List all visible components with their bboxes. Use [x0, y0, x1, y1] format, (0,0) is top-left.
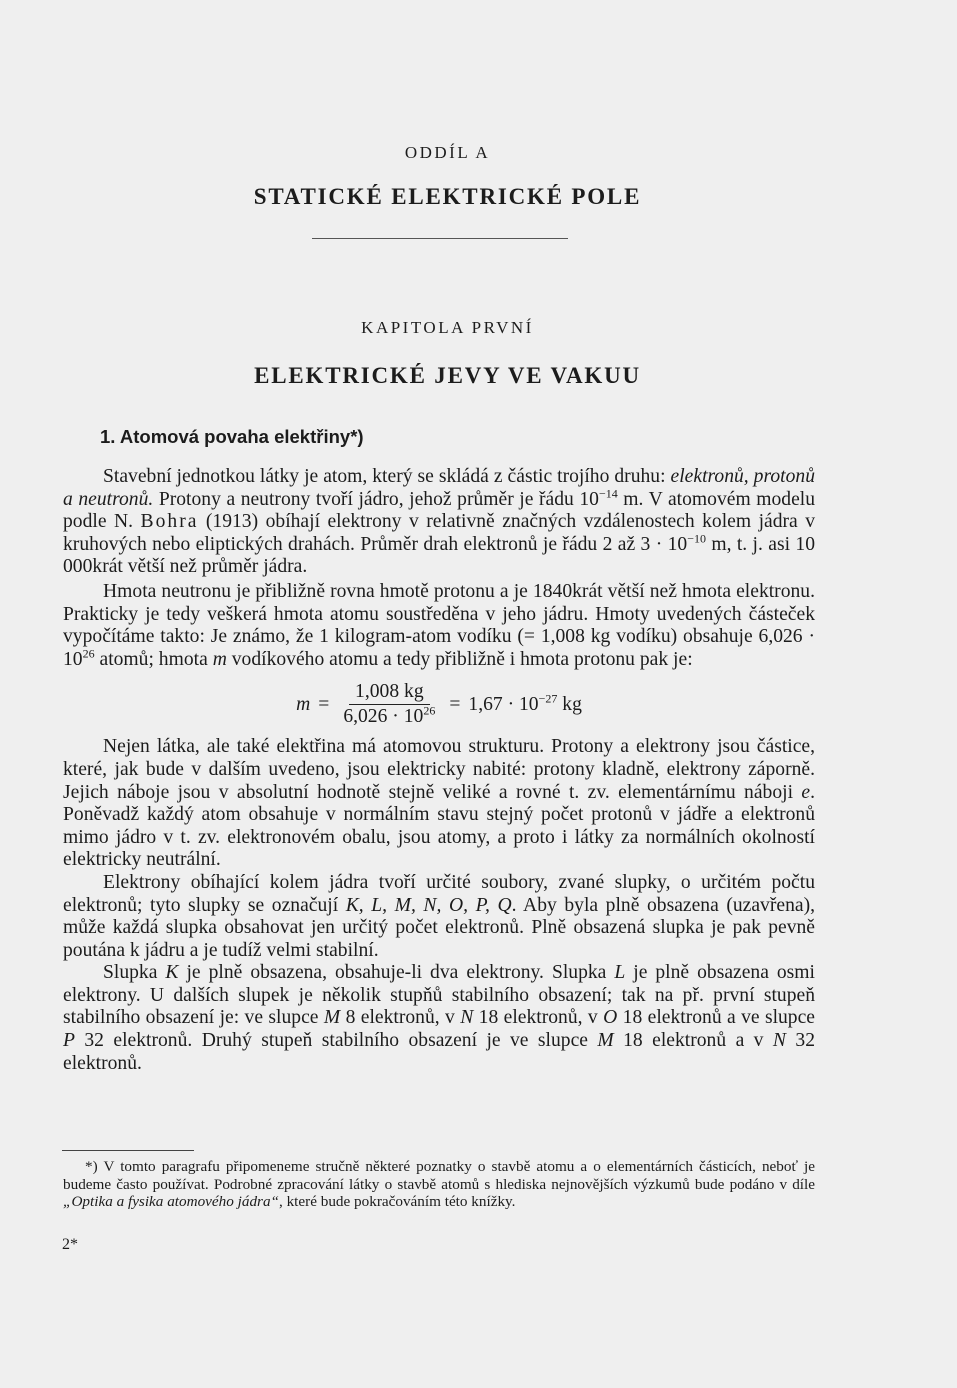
paragraph: Slupka K je plně obsazena, obsahuje-li dva elektrony. Slupka L je plně obsazena osmi elektrony. U dalších slupek je několik stupňů stabilního obsazení; tak na př. první stupeň stabilního obsazení je: ve slupce M 8 elektronů, v N 18 elektronů, v O 18 elektronů a ve slupce P 32 elektronů. Druhý stupeň stabilního obsazení je ve slupce M 18 elektronů a v N 32 elektronů.: [63, 962, 815, 1074]
body-text: [63, 466, 815, 1075]
equals-sign: =: [318, 693, 330, 715]
page-signature: 2*: [62, 1236, 78, 1253]
chapter-title: ELEKTRICKÉ JEVY VE VAKUU: [254, 363, 641, 388]
fraction: [339, 681, 439, 728]
equals-sign: =: [449, 693, 461, 715]
equation-lhs: m: [296, 693, 311, 715]
paragraph: Nejen látka, ale také elektřina má atomovou strukturu. Protony a elektrony jsou částice, které, jak bude v dalším uvedeno, jsou elektricky nabité: protony kladně, elektrony záporně. Jejich náboje jsou v absolutní hodnotě stejně veliké a rovné t. zv. elementárnímu náboji e. Poněvadž každý atom obsahuje v normálním stavu stejný počet protonů v jádře a elektronů mimo jádro v t. zv. elektronovém obalu, jsou atomy, a proto i látky za normálních okolností elektricky neutrální.: [63, 736, 815, 871]
paragraph: Hmota neutronu je přibližně rovna hmotě protonu a je 1840krát větší než hmota elektronu. Prakticky je tedy veškerá hmota atomu soustředěna v jeho jádru. Hmoty uvedených částeček vypočítáme takto: Je známo, že 1 kilogram-atom vodíku (= 1,008 kg vodíku) obsahuje $6,026 \cdot 10^{26}$ atomů; hmota m vodíkového atomu a tedy přibližně i hmota protonu pak je:: [63, 580, 815, 670]
footnote-marker: *): [350, 426, 364, 447]
footnote-text: *) V tomto paragrafu připomeneme stručně některé poznatky o stavbě atomu a o elementárních částicích, neboť je budeme často používat. Podrobné zpracování látky o stavbě atomů s hlediska nejnovějších výzkumů bude podáno v díle „Optika a fysika atomového jádra“, které bude pokračováním této knížky.: [63, 1158, 815, 1210]
fraction-numerator: 1,008 kg: [349, 681, 430, 705]
mass-equation: [63, 681, 815, 728]
title-divider: [312, 238, 568, 239]
equation-result: $1,67 \cdot 10^{-27}$ kg: [468, 691, 582, 715]
fraction-denominator: $6,026 \cdot 10^{26}$: [343, 703, 436, 728]
footnote-divider: [62, 1150, 194, 1151]
chapter-label: KAPITOLA PRVNÍ: [361, 318, 534, 337]
part-title: STATICKÉ ELEKTRICKÉ POLE: [253, 184, 642, 209]
section-label: ODDÍL A: [404, 143, 491, 162]
paragraph: Elektrony obíhající kolem jádra tvoří určité soubory, zvané slupky, o určitém počtu elektronů; tyto slupky se označují K, L, M, N, O, P, Q. Aby byla plně obsazena (uzavřena), může každá slupka obsahovat jen určitý počet elektronů. Plně obsazená slupka je pak pevně poutána k jádru a je tudíž velmi stabilní.: [63, 871, 815, 961]
paragraph: Stavební jednotkou látky je atom, který se skládá z částic trojího druhu: elektronů, protonů a neutronů. Protony a neutrony tvoří jádro, jehož průměr je řádu $10^{-14}$ m. V atomovém modelu podle N. Bohra (1913) obíhají elektrony v relativně značných vzdálenostech kolem jádra v kruhových nebo eliptických drahách. Průměr drah elektronů je řádu 2 až $3 \cdot 10^{-10}$ m, t. j. asi 10 000krát větší než průměr jádra.: [63, 466, 816, 578]
footnote: [63, 1158, 815, 1211]
section-heading-text: 1. Atomová povaha elektřiny: [100, 426, 351, 447]
section-heading: [100, 426, 364, 448]
